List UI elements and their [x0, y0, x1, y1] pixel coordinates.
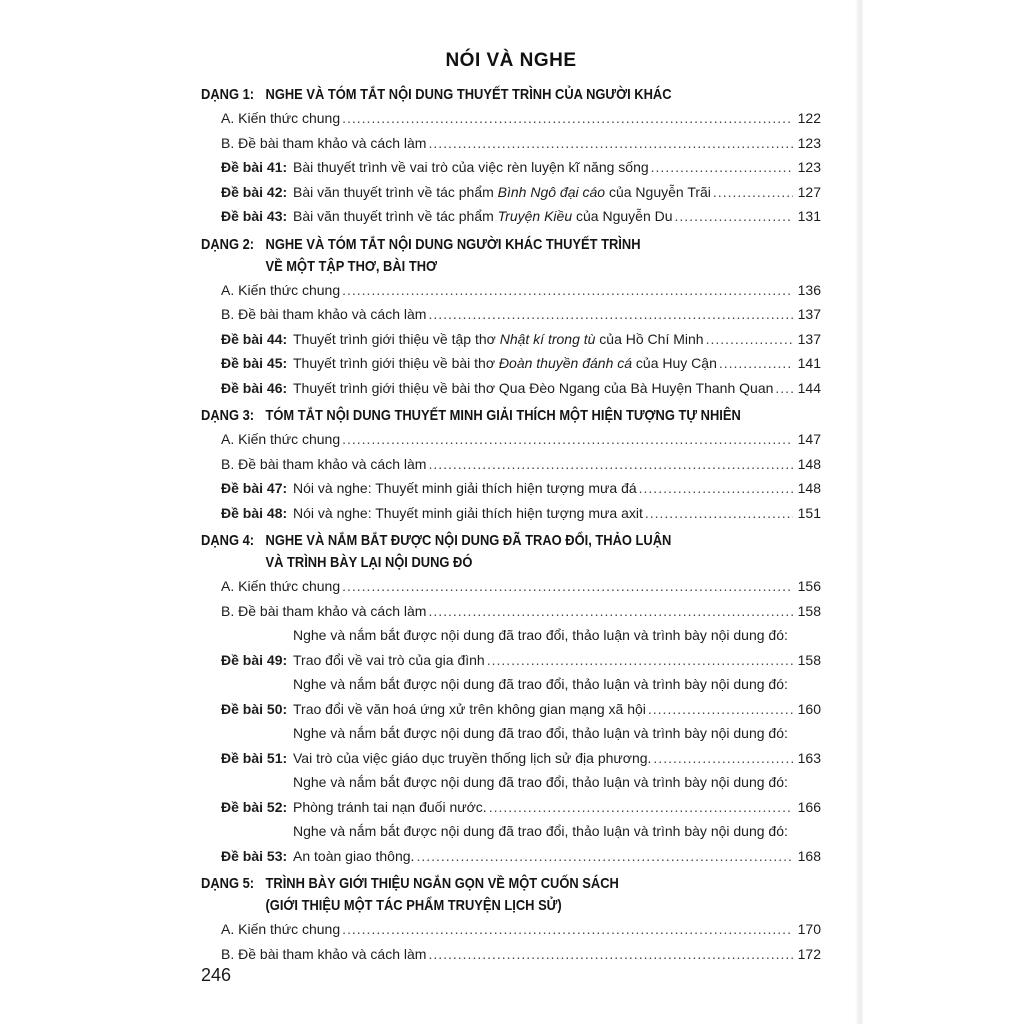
entry-label: Đề bài 51:: [221, 749, 288, 766]
section-label: DẠNG 1:: [201, 86, 255, 103]
toc-section: [201, 530, 821, 868]
entry-page-number: 137: [797, 306, 821, 322]
toc-entry[interactable]: [201, 351, 821, 376]
entry-page-number: 166: [797, 798, 821, 815]
dot-leader: [342, 574, 793, 599]
toc-entry[interactable]: [201, 427, 821, 452]
entry-title: Vai trò của việc giáo dục truyền thống lịch sử địa phương.: [293, 749, 652, 766]
entry-title: An toàn giao thông.: [293, 847, 415, 864]
toc-entry[interactable]: [201, 574, 821, 599]
entry-page-number: 123: [797, 134, 821, 151]
entry-label: Đề bài 53:: [221, 847, 288, 864]
dot-leader: [487, 648, 793, 673]
entry-page-number: 136: [797, 281, 821, 298]
dot-leader: [706, 327, 793, 352]
entry-page-number: 137: [797, 330, 821, 347]
toc-entry[interactable]: [201, 917, 821, 942]
toc-entry[interactable]: [201, 623, 821, 672]
dot-leader: [342, 427, 793, 452]
entry-title: A. Kiến thức chung: [221, 578, 341, 594]
section-heading-line: VÀ TRÌNH BÀY LẠI NỘI DUNG ĐÓ: [265, 554, 473, 571]
section-heading-line: NGHE VÀ TÓM TẮT NỘI DUNG THUYẾT TRÌNH CỦA NGƯỜI KHÁC: [265, 86, 672, 103]
toc-entry[interactable]: [201, 476, 821, 501]
dot-leader: [342, 278, 793, 303]
entry-page-number: 163: [797, 749, 821, 766]
toc-section: [201, 234, 821, 401]
section-heading-line: TÓM TẮT NỘI DUNG THUYẾT MINH GIẢI THÍCH MỘT HIỆN TƯỢNG TỰ NHIÊN: [265, 407, 741, 424]
entry-page-number: 127: [797, 183, 821, 200]
entry-label: Đề bài 49:: [221, 651, 288, 668]
toc-entry[interactable]: [201, 327, 821, 352]
entry-label: Đề bài 44:: [221, 330, 288, 347]
entry-title: Nghe và nắm bắt được nội dung đã trao đổi, thảo luận và trình bày nội dung đó:: [293, 725, 788, 741]
entry-label: Đề bài 50:: [221, 700, 288, 717]
toc-entry[interactable]: [201, 131, 821, 156]
dot-leader: [342, 106, 793, 131]
entry-title: Nghe và nắm bắt được nội dung đã trao đổi, thảo luận và trình bày nội dung đó:: [293, 676, 788, 692]
entry-page-number: 156: [797, 578, 821, 594]
section-heading[interactable]: [201, 873, 820, 917]
toc-entry[interactable]: [201, 770, 821, 819]
entry-title: Trao đổi về văn hoá ứng xử trên không gian mạng xã hội: [293, 700, 646, 717]
page-title: NÓI VÀ NGHE: [445, 50, 577, 71]
entry-page-number: 131: [797, 208, 821, 224]
section-heading-line: NGHE VÀ TÓM TẮT NỘI DUNG NGƯỜI KHÁC THUYẾT TRÌNH: [265, 235, 641, 253]
entry-title: Thuyết trình giới thiệu về tập thơ Nhật kí trong tù của Hồ Chí Minh: [293, 330, 704, 347]
entry-title: Thuyết trình giới thiệu về bài thơ Qua Đèo Ngang của Bà Huyện Thanh Quan: [293, 379, 774, 396]
entry-page-number: 147: [797, 431, 821, 447]
entry-label: Đề bài 47:: [221, 480, 288, 496]
section-heading-line: TRÌNH BÀY GIỚI THIỆU NGẮN GỌN VỀ MỘT CUỐN SÁCH: [265, 875, 619, 892]
entry-label: Đề bài 43:: [221, 208, 288, 224]
section-heading[interactable]: [201, 405, 820, 427]
entry-page-number: 144: [797, 379, 821, 396]
toc-entry[interactable]: [201, 106, 821, 131]
toc-entry[interactable]: [201, 501, 821, 526]
toc-entry[interactable]: [201, 599, 821, 624]
section-heading-line: (GIỚI THIỆU MỘT TÁC PHẨM TRUYỆN LỊCH SỬ): [265, 897, 562, 914]
entry-page-number: 172: [797, 945, 821, 962]
entry-title: Phòng tránh tai nạn đuối nước.: [293, 798, 487, 815]
dot-leader: [648, 697, 793, 722]
entry-title: B. Đề bài tham khảo và cách làm: [221, 134, 427, 151]
toc-entry[interactable]: [201, 376, 821, 401]
section-heading-line: NGHE VÀ NẮM BẮT ĐƯỢC NỘI DUNG ĐÃ TRAO ĐỔI, THẢO LUẬN: [265, 532, 672, 549]
entry-page-number: 148: [797, 480, 821, 496]
work-title: Nhật kí trong tù: [499, 330, 596, 347]
entry-label: Đề bài 42:: [221, 183, 288, 200]
toc-entry[interactable]: [201, 452, 821, 477]
dot-leader: [428, 599, 793, 624]
dot-leader: [428, 452, 793, 477]
entry-title: B. Đề bài tham khảo và cách làm: [221, 602, 427, 619]
entry-title: B. Đề bài tham khảo và cách làm: [221, 455, 427, 472]
entry-label: Đề bài 46:: [221, 379, 288, 396]
dot-leader: [639, 476, 793, 501]
entry-title: B. Đề bài tham khảo và cách làm: [221, 945, 427, 962]
table-of-contents: [201, 84, 821, 971]
entry-title: Bài văn thuyết trình về tác phẩm Truyện Kiều của Nguyễn Du: [293, 208, 673, 224]
toc-entry[interactable]: [201, 672, 821, 721]
dot-leader: [775, 376, 793, 401]
work-title: Truyện Kiều: [497, 208, 573, 224]
entry-title: Thuyết trình giới thiệu về bài thơ Đoàn thuyền đánh cá của Huy Cận: [293, 355, 717, 371]
dot-leader: [428, 302, 793, 327]
entry-label: Đề bài 48:: [221, 504, 288, 521]
toc-entry[interactable]: [201, 721, 821, 770]
section-label: DẠNG 2:: [201, 235, 255, 253]
dot-leader: [428, 942, 793, 967]
entry-page-number: 160: [797, 700, 821, 717]
dot-leader: [428, 131, 793, 156]
toc-page: [201, 0, 821, 1024]
entry-title: B. Đề bài tham khảo và cách làm: [221, 306, 427, 322]
entry-title: Nghe và nắm bắt được nội dung đã trao đổi, thảo luận và trình bày nội dung đó:: [293, 774, 788, 790]
entry-page-number: 122: [797, 110, 821, 126]
dot-leader: [416, 844, 793, 869]
toc-entry[interactable]: [201, 204, 821, 229]
page-edge-shadow: [855, 0, 863, 1024]
entry-label: Đề bài 41:: [221, 159, 288, 175]
work-title: Đoàn thuyền đánh cá: [498, 355, 633, 371]
dot-leader: [719, 351, 793, 376]
entry-title: Bài văn thuyết trình về tác phẩm Bình Ngô đại cáo của Nguyễn Trãi: [293, 183, 711, 200]
section-label: DẠNG 4:: [201, 532, 255, 549]
section-label: DẠNG 5:: [201, 875, 255, 892]
entry-page-number: 123: [797, 159, 821, 175]
dot-leader: [645, 501, 793, 526]
entry-title: Bài thuyết trình về vai trò của việc rèn luyện kĩ năng sống: [293, 159, 649, 175]
entry-page-number: 158: [797, 651, 821, 668]
entry-label: Đề bài 45:: [221, 355, 288, 371]
toc-section: [201, 405, 821, 525]
entry-label: Đề bài 52:: [221, 798, 288, 815]
section-heading-line: VỀ MỘT TẬP THƠ, BÀI THƠ: [265, 257, 438, 275]
toc-section: [201, 84, 821, 229]
entry-title: Nghe và nắm bắt được nội dung đã trao đổi, thảo luận và trình bày nội dung đó:: [293, 627, 788, 643]
entry-page-number: 151: [797, 504, 821, 521]
entry-title: Nói và nghe: Thuyết minh giải thích hiện tượng mưa axit: [293, 504, 643, 521]
entry-title: A. Kiến thức chung: [221, 431, 341, 447]
toc-entry[interactable]: [201, 942, 821, 967]
entry-page-number: 168: [797, 847, 821, 864]
work-title: Bình Ngô đại cáo: [497, 183, 606, 200]
toc-section: [201, 873, 821, 966]
entry-page-number: 141: [797, 355, 821, 371]
dot-leader: [651, 155, 793, 180]
toc-entry[interactable]: [201, 278, 821, 303]
entry-title: Trao đổi về vai trò của gia đình: [293, 651, 485, 668]
toc-entry[interactable]: [201, 155, 821, 180]
entry-title: Nói và nghe: Thuyết minh giải thích hiện tượng mưa đá: [293, 480, 637, 496]
section-label: DẠNG 3:: [201, 407, 255, 424]
entry-page-number: 170: [797, 921, 821, 937]
entry-page-number: 148: [797, 455, 821, 472]
dot-leader: [342, 917, 793, 942]
toc-entry[interactable]: [201, 180, 821, 205]
section-heading[interactable]: [201, 84, 820, 106]
dot-leader: [675, 204, 793, 229]
page-number: 246: [201, 965, 232, 985]
dot-leader: [489, 795, 793, 820]
entry-page-number: 158: [797, 602, 821, 619]
toc-entry[interactable]: [201, 302, 821, 327]
entry-title: Nghe và nắm bắt được nội dung đã trao đổi, thảo luận và trình bày nội dung đó:: [293, 823, 788, 839]
entry-title: A. Kiến thức chung: [221, 921, 341, 937]
entry-title: A. Kiến thức chung: [221, 281, 341, 298]
dot-leader: [713, 180, 793, 205]
section-heading[interactable]: [201, 530, 820, 574]
dot-leader: [653, 746, 793, 771]
entry-title: A. Kiến thức chung: [221, 110, 341, 126]
toc-entry[interactable]: [201, 819, 821, 868]
section-heading[interactable]: [201, 234, 820, 278]
